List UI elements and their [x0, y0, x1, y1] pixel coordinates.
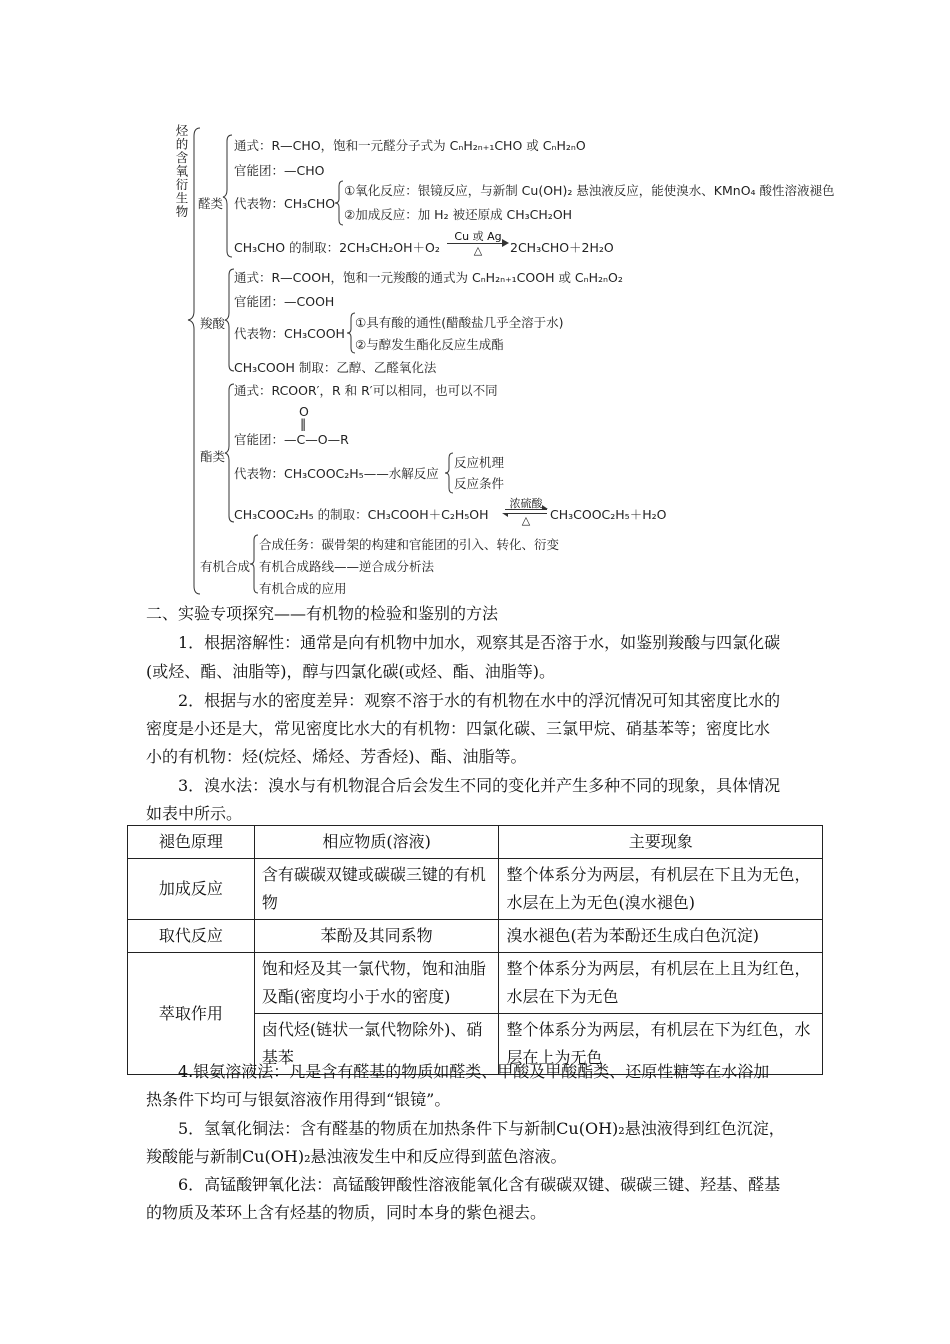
paragraph-6-line-2: 的物质及苯环上含有烃基的物质，同时本身的紫色褪去。: [146, 1203, 547, 1222]
ester-rep-brace: [444, 452, 454, 494]
paragraph-4-line-2: 热条件下均可与银氨溶液作用得到“银镜”。: [146, 1090, 451, 1109]
table-cell-phenomenon: 整个体系分为两层，有机层在下为红色，水层在上为无色: [499, 1014, 823, 1075]
table-cell-phenomenon: 整个体系分为两层，有机层在下且为无色，水层在上为无色(溴水褪色): [499, 859, 823, 920]
acid-rep: 代表物：CH₃COOH: [234, 326, 345, 341]
diagram-root-label: 烃的含氧衍生物: [174, 124, 189, 219]
table-row: [128, 953, 823, 1014]
ester-brace: [224, 383, 236, 523]
synthesis-label: 有机合成: [200, 559, 251, 574]
table-row: [128, 920, 823, 953]
acid-label: 羧酸: [200, 316, 226, 331]
paragraph-6-line-1: 6．高锰酸钾氧化法：高锰酸钾酸性溶液能氧化含有碳碳双键、碳碳三键、羟基、醛基: [178, 1175, 781, 1194]
paragraph-5-line-2: 羧酸能与新制Cu(OH)₂悬浊液发生中和反应得到蓝色溶液。: [146, 1147, 567, 1166]
acid-prep: CH₃COOH 制取：乙醇、乙醛氧化法: [234, 360, 437, 375]
paragraph-3-line-2: 如表中所示。: [146, 804, 243, 823]
table-cell-substance: 卤代烃(链状一氯代物除外)、硝基苯: [254, 1014, 499, 1075]
paragraph-2-line-2: 密度是小还是大，常见密度比水大的有机物：四氯化碳、三氯甲烷、硝基苯等；密度比水: [146, 719, 771, 738]
ester-prep-cond-top: 浓硫酸: [509, 497, 543, 510]
synthesis-item-1: 合成任务：碳骨架的构建和官能团的引入、转化、衍变: [259, 537, 560, 552]
aldehyde-rep: 代表物：CH₃CHO: [234, 196, 336, 211]
acid-general: 通式：R—COOH，饱和一元羧酸的通式为 CₙH₂ₙ₊₁COOH 或 CₙH₂ₙO₂: [234, 270, 623, 285]
aldehyde-rep-brace: [334, 180, 344, 226]
table-cell-substance: 含有碳碳双键或碳碳三键的有机物: [254, 859, 499, 920]
synthesis-brace: [249, 534, 259, 594]
paragraph-4-line-1: 4.银氨溶液法：凡是含有醛基的物质如醛类、甲酸及甲酸酯类、还原性糖等在水浴加: [178, 1062, 770, 1081]
table-row: [128, 859, 823, 920]
ester-reaction-1: 反应机理: [454, 455, 505, 470]
ester-functional-oxygen: O: [299, 404, 309, 419]
acid-functional: 官能团：—COOH: [234, 294, 335, 309]
table-cell-principle: 萃取作用: [128, 953, 255, 1075]
paragraph-2-line-3: 小的有机物：烃(烷烃、烯烃、芳香烃)、酯、油脂等。: [146, 747, 527, 766]
aldehyde-reaction-2: ②加成反应：加 H₂ 被还原成 CH₃CH₂OH: [344, 207, 573, 222]
paragraph-1-line-2: (或烃、酯、油脂等)，醇与四氯化碳(或烃、酯、油脂等)。: [146, 662, 555, 681]
table-cell-phenomenon: 溴水褪色(若为苯酚还生成白色沉淀): [499, 920, 823, 953]
ester-prep-right: CH₃COOC₂H₅＋H₂O: [550, 507, 667, 522]
ester-reaction-2: 反应条件: [454, 476, 505, 491]
acid-reaction-2: ②与醇发生酯化反应生成酯: [355, 337, 504, 352]
paragraph-5-line-1: 5．氢氧化铜法：含有醛基的物质在加热条件下与新制Cu(OH)₂悬浊液得到红色沉淀，: [178, 1119, 785, 1138]
aldehyde-brace: [222, 134, 234, 258]
synthesis-item-3: 有机合成的应用: [259, 581, 347, 596]
acid-reaction-1: ①具有酸的通性(醋酸盐几乎全溶于水): [355, 315, 564, 330]
synthesis-item-2: 有机合成路线——逆合成分析法: [259, 559, 435, 574]
aldehyde-label: 醛类: [198, 196, 224, 211]
table-cell-substance: 苯酚及其同系物: [254, 920, 499, 953]
bromine-water-table: [127, 825, 823, 1075]
table-header-cell: 相应物质(溶液): [254, 826, 499, 859]
paragraph-2-line-1: 2．根据与水的密度差异：观察不溶于水的有机物在水中的浮沉情况可知其密度比水的: [178, 691, 781, 710]
table-cell-principle: 加成反应: [128, 859, 255, 920]
ester-prep-arrow: [502, 495, 550, 525]
aldehyde-prep-cond-bottom: △: [473, 244, 483, 257]
table-cell-substance: 饱和烃及其一氯代物，饱和油脂及酯(密度均小于水的密度): [254, 953, 499, 1014]
ester-prep-cond-bottom: △: [521, 514, 531, 527]
aldehyde-prep-cond-top: Cu 或 Ag: [454, 230, 502, 243]
aldehyde-prep-arrow: [447, 228, 509, 258]
table-cell-phenomenon: 整个体系分为两层，有机层在上且为红色，水层在下为无色: [499, 953, 823, 1014]
aldehyde-general: 通式：R—CHO，饱和一元醛分子式为 CₙH₂ₙ₊₁CHO 或 CₙH₂ₙO: [234, 138, 586, 153]
aldehyde-functional: 官能团：—CHO: [234, 163, 325, 178]
ester-functional-double-bond: ‖: [300, 416, 307, 431]
aldehyde-prep-right: 2CH₃CHO＋2H₂O: [510, 240, 614, 255]
ester-prep-left: CH₃COOC₂H₅ 的制取：CH₃COOH＋C₂H₅OH: [234, 507, 489, 522]
table-header-cell: 主要现象: [499, 826, 823, 859]
paragraph-3-line-1: 3．溴水法：溴水与有机物混合后会发生不同的变化并产生多种不同的现象，具体情况: [178, 776, 781, 795]
table-header-row: [128, 826, 823, 859]
ester-rep: 代表物：CH₃COOC₂H₅——水解反应: [234, 466, 439, 481]
ester-functional: 官能团：—C—O—R: [234, 432, 349, 447]
paragraph-1-line-1: 1．根据溶解性：通常是向有机物中加水，观察其是否溶于水，如鉴别羧酸与四氯化碳: [178, 633, 781, 652]
table-header-cell: 褪色原理: [128, 826, 255, 859]
section-title: 二、实验专项探究——有机物的检验和鉴别的方法: [146, 604, 499, 623]
aldehyde-prep-left: CH₃CHO 的制取：2CH₃CH₂OH＋O₂: [234, 240, 440, 255]
ester-label: 酯类: [200, 449, 226, 464]
aldehyde-reaction-1: ①氧化反应：银镜反应，与新制 Cu(OH)₂ 悬浊液反应，能使溴水、KMnO₄ 酸性溶液褪色: [344, 183, 835, 198]
table-cell-principle: 取代反应: [128, 920, 255, 953]
ester-general: 通式：RCOOR′，R 和 R′可以相同，也可以不同: [234, 383, 498, 398]
